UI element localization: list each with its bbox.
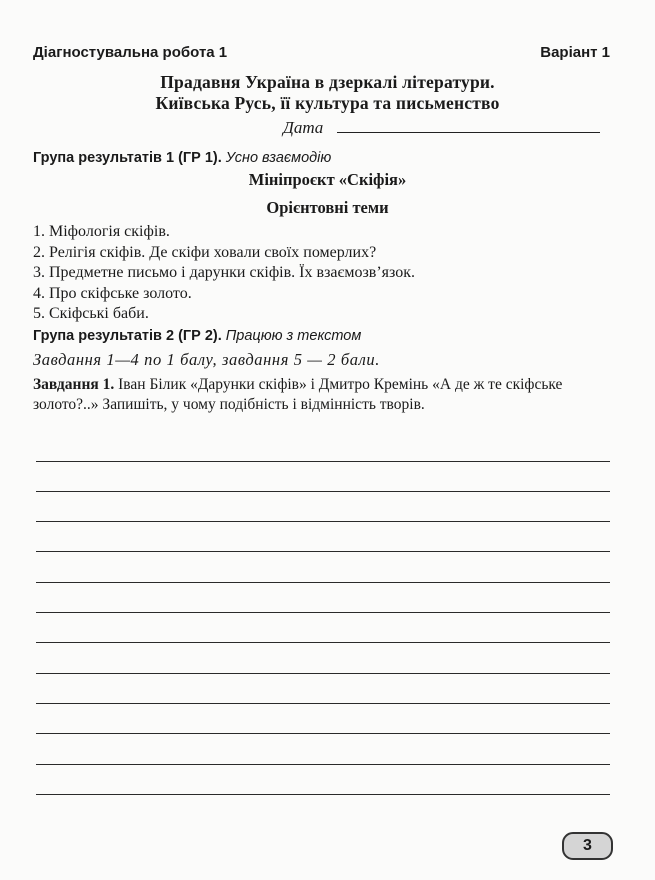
task1-text: Іван Білик «Дарунки скіфів» і Дмитро Кремінь «А де ж те скіфське золото?..» Запишіть, у чому подібність і відмінність творів. (33, 376, 563, 413)
theme-item: 2. Релігія скіфів. Де скіфи ховали своїх померлих? (33, 243, 377, 261)
page-title-line1: Прадавня Україна в дзеркалі літератури. (160, 72, 495, 92)
answer-line[interactable] (36, 612, 610, 613)
answer-line[interactable] (36, 642, 610, 643)
task1 (33, 375, 623, 415)
header-work-title: Діагностувальна робота 1 (33, 44, 228, 61)
miniproject-title: Мініпроєкт «Скіфія» (248, 170, 407, 189)
answer-line[interactable] (36, 582, 610, 583)
answer-line[interactable] (36, 521, 610, 522)
header-variant: Варіант 1 (540, 44, 610, 61)
date-write-line[interactable] (337, 132, 600, 133)
answer-line[interactable] (36, 703, 610, 704)
theme-item: 1. Міфологія скіфів. (33, 223, 170, 240)
answer-line[interactable] (36, 461, 610, 462)
answer-line[interactable] (36, 673, 610, 674)
answer-line[interactable] (36, 733, 610, 734)
themes-title: Орієнтовні теми (266, 198, 389, 217)
group1-subtitle: Усно взаємодію (225, 150, 332, 166)
theme-item: 5. Скіфські баби. (33, 305, 149, 322)
theme-item: 3. Предметне письмо і дарунки скіфів. Їх взаємозв’язок. (33, 264, 416, 281)
page-title-line2: Київська Русь, її культура та письменство (155, 93, 500, 113)
group1-heading (33, 150, 331, 166)
group2-subtitle: Працюю з текстом (225, 328, 362, 344)
answer-line[interactable] (36, 551, 610, 552)
date-label: Дата (283, 118, 324, 137)
task1-label: Завдання 1. (33, 376, 115, 393)
theme-item: 4. Про скіфське золото. (33, 284, 192, 302)
themes-list (33, 222, 415, 325)
group2-heading (33, 328, 361, 344)
tasks-scoring-note: Завдання 1—4 по 1 балу, завдання 5 — 2 бали. (33, 350, 380, 369)
page-number-badge: 3 (562, 832, 613, 860)
answer-line[interactable] (36, 794, 610, 795)
group2-label: Група результатів 2 (ГР 2). (33, 328, 222, 344)
answer-line[interactable] (36, 764, 610, 765)
group1-label: Група результатів 1 (ГР 1). (33, 150, 222, 166)
answer-line[interactable] (36, 491, 610, 492)
